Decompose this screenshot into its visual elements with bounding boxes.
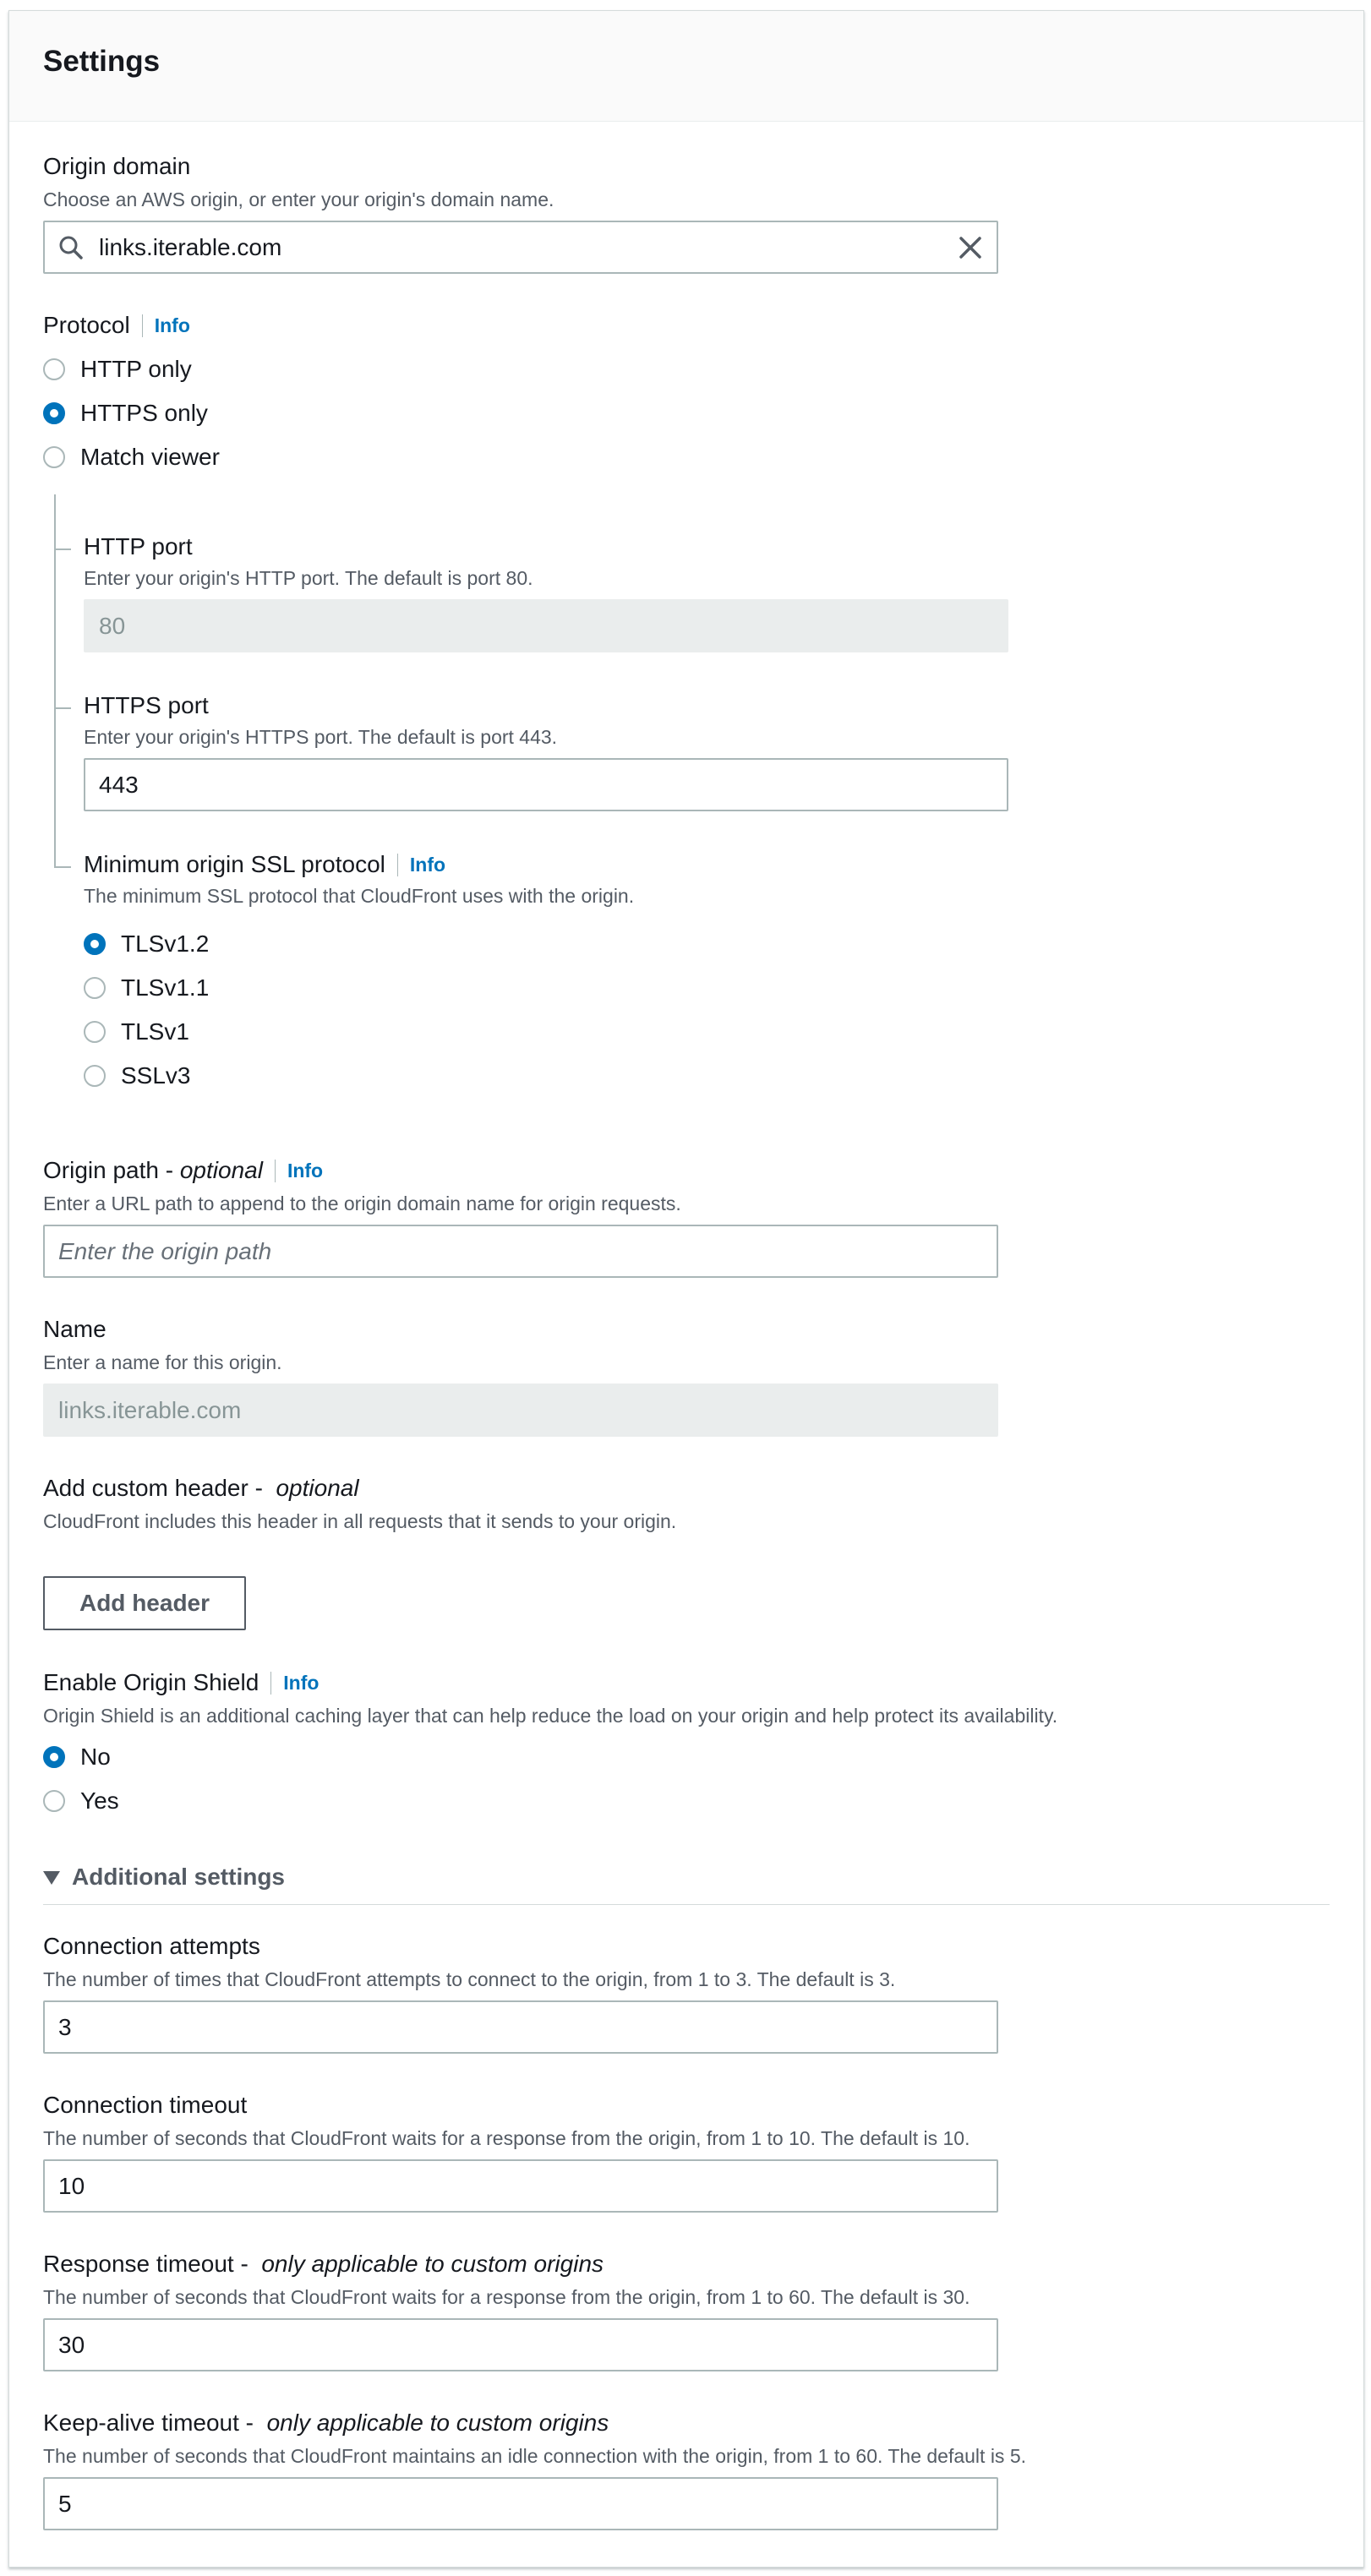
radio-unselected-icon [84,1065,106,1087]
ssl-tlsv11-radio[interactable]: TLSv1.1 [84,974,209,1001]
response-timeout-label: Response timeout - only applicable to custom origins [43,2251,604,2277]
connection-timeout-input[interactable]: 10 [43,2159,998,2213]
ssl-protocol-description: The minimum SSL protocol that CloudFront uses with the origin. [84,885,635,907]
http-port-label: HTTP port [84,533,193,559]
response-timeout-description: The number of seconds that CloudFront waits for a response from the origin, from 1 to 60. The default is 30. [43,2286,970,2308]
divider [43,1904,1330,1905]
custom-header-description: CloudFront includes this header in all requests that it sends to your origin. [43,1510,677,1532]
http-port-description: Enter your origin's HTTP port. The default is port 80. [84,567,533,589]
origin-path-input[interactable]: Enter the origin path [43,1225,998,1278]
radio-selected-icon [84,933,106,955]
https-port-description: Enter your origin's HTTPS port. The default is port 443. [84,726,558,748]
radio-unselected-icon [43,446,65,468]
tree-connector [54,866,71,868]
origin-domain-input[interactable] [43,221,998,274]
add-header-button[interactable]: Add header [43,1576,246,1630]
origin-shield-label-row [43,1669,319,1696]
keepalive-timeout-label: Keep-alive timeout - only applicable to custom origins [43,2410,609,2436]
tree-connector [54,707,71,709]
ssl-protocol-info-link[interactable]: Info [397,854,445,876]
origin-shield-info-link[interactable]: Info [270,1672,319,1695]
origin-domain-value: links.iterable.com [99,233,282,260]
protocol-label: Protocol [43,312,130,338]
settings-panel [8,10,1364,2568]
radio-unselected-icon [84,977,106,999]
connection-attempts-description: The number of times that CloudFront attempts to connect to the origin, from 1 to 3. The default is 3. [43,1968,896,1990]
tree-connector [54,548,71,550]
origin-shield-label: Enable Origin Shield [43,1669,259,1695]
name-label: Name [43,1316,107,1342]
origin-shield-yes-radio[interactable]: Yes [43,1787,119,1815]
radio-unselected-icon [43,1790,65,1812]
protocol-http-only-radio[interactable]: HTTP only [43,356,192,383]
radio-selected-icon [43,1746,65,1768]
origin-path-label-row: Origin path - optional Info [43,1157,324,1183]
origin-domain-label: Origin domain [43,153,191,179]
tree-connector [54,494,56,866]
protocol-match-viewer-radio[interactable]: Match viewer [43,444,220,471]
protocol-label-row [43,312,190,339]
page-title: Settings [43,45,161,78]
response-timeout-input[interactable]: 30 [43,2318,998,2371]
panel-header [9,11,1363,122]
origin-path-description: Enter a URL path to append to the origin domain name for origin requests. [43,1192,681,1214]
keepalive-timeout-description: The number of seconds that CloudFront maintains an idle connection with the origin, from 1 to 60. The default is 5. [43,2445,1027,2467]
origin-shield-no-radio[interactable]: No [43,1744,111,1771]
origin-domain-description: Choose an AWS origin, or enter your origin's domain name. [43,188,554,210]
ssl-protocol-label-row [84,851,445,878]
keepalive-timeout-input[interactable]: 5 [43,2477,998,2530]
https-port-input[interactable]: 443 [84,758,1008,811]
ssl-sslv3-radio[interactable]: SSLv3 [84,1062,191,1089]
ssl-tlsv12-radio[interactable]: TLSv1.2 [84,931,209,958]
http-port-input: 80 [84,599,1008,652]
radio-unselected-icon [84,1021,106,1043]
name-input: links.iterable.com [43,1384,998,1437]
clear-icon[interactable] [958,235,983,266]
name-description: Enter a name for this origin. [43,1351,282,1373]
radio-unselected-icon [43,358,65,380]
origin-path-info-link[interactable]: Info [275,1160,323,1182]
connection-attempts-input[interactable]: 3 [43,2000,998,2054]
search-icon [58,235,84,266]
protocol-https-only-radio[interactable]: HTTPS only [43,400,208,427]
additional-settings-toggle[interactable]: Additional settings [43,1864,285,1891]
origin-path-label: Origin path - [43,1157,174,1183]
custom-header-label: Add custom header - optional [43,1475,359,1501]
ssl-protocol-label: Minimum origin SSL protocol [84,851,385,877]
caret-down-icon [43,1864,60,1891]
ssl-tlsv1-radio[interactable]: TLSv1 [84,1018,189,1045]
protocol-info-link[interactable]: Info [142,314,190,337]
origin-shield-description: Origin Shield is an additional caching layer that can help reduce the load on your origin and help protect its availability. [43,1705,1058,1727]
connection-attempts-label: Connection attempts [43,1933,260,1959]
connection-timeout-description: The number of seconds that CloudFront waits for a response from the origin, from 1 to 10. The default is 10. [43,2127,970,2149]
connection-timeout-label: Connection timeout [43,2092,248,2118]
https-port-label: HTTPS port [84,692,209,718]
radio-selected-icon [43,402,65,424]
